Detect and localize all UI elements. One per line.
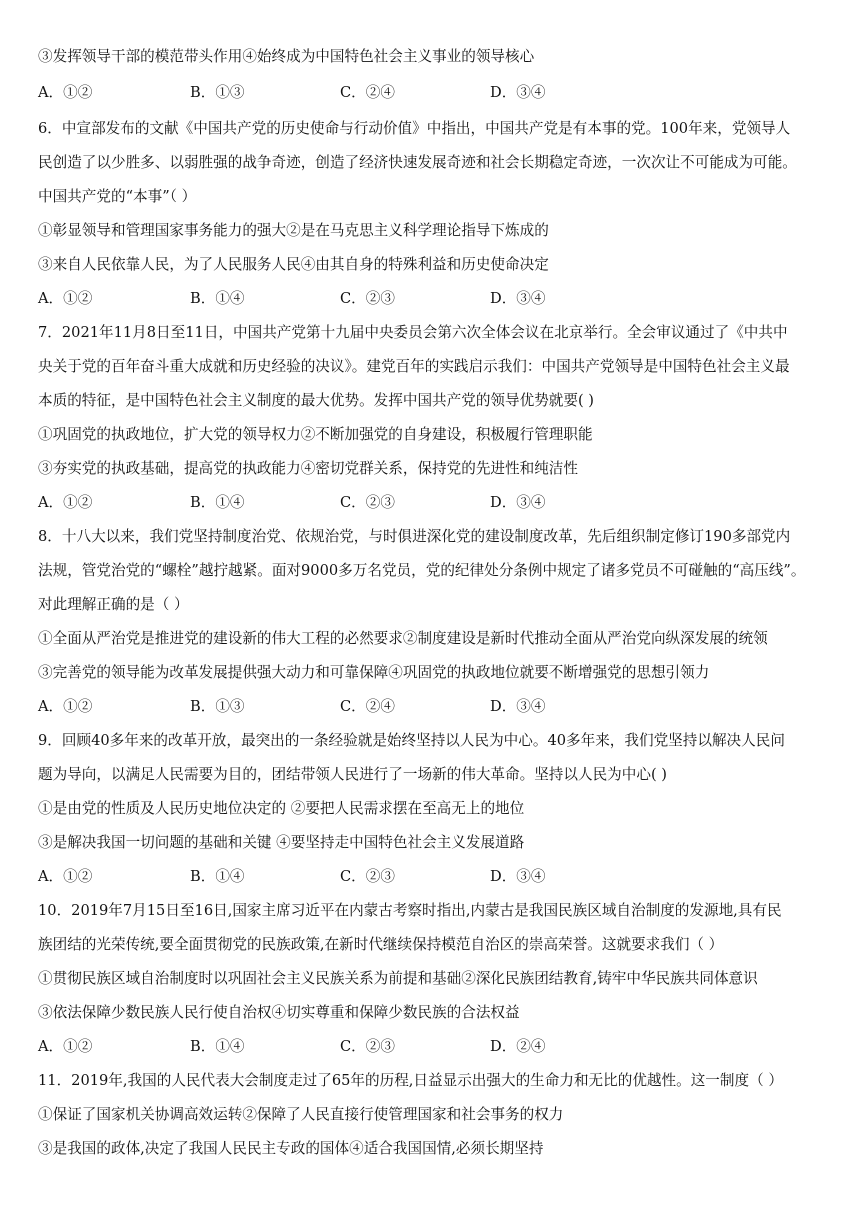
question-9-choice: ③是解决我国一切问题的基础和关键 ④要坚持走中国特色社会主义发展道路 bbox=[38, 834, 525, 851]
question-11-choice: ①保证了国家机关协调高效运转②保障了人民直接行使管理国家和社会事务的权力 bbox=[38, 1106, 564, 1123]
option-d: D．③④ bbox=[490, 290, 546, 307]
option-a: A．①② bbox=[38, 1038, 93, 1055]
option-a: A．①② bbox=[38, 698, 93, 715]
question-6-line: 中国共产党的“本事”（ ） bbox=[38, 188, 197, 205]
option-a: A．①② bbox=[38, 494, 93, 511]
option-d: D．③④ bbox=[490, 698, 546, 715]
option-d: D．③④ bbox=[490, 84, 546, 101]
option-b: B．①④ bbox=[190, 494, 245, 511]
question-7-line: 本质的特征，是中国特色社会主义制度的最大优势。发挥中国共产党的领导优势就要( ) bbox=[38, 392, 594, 409]
option-d: D．③④ bbox=[490, 494, 546, 511]
question-8-line: 法规，管党治党的“螺栓”越拧越紧。面对9000多万名党员，党的纪律处分条例中规定了诸多党员不可碰触的“高压线”。 bbox=[38, 562, 806, 579]
question-6-choice: ①彰显领导和管理国家事务能力的强大②是在马克思主义科学理论指导下炼成的 bbox=[38, 222, 549, 239]
question-7-line: 7．2021年11月8日至11日，中国共产党第十九届中央委员会第六次全体会议在北京举行。全会审议通过了《中共中 bbox=[38, 324, 788, 341]
option-b: B．①③ bbox=[190, 84, 245, 101]
option-b: B．①④ bbox=[190, 868, 245, 885]
option-b: B．①③ bbox=[190, 698, 245, 715]
option-c: C．②③ bbox=[340, 1038, 395, 1055]
question-8-choice: ③完善党的领导能为改革发展提供强大动力和可靠保障④巩固党的执政地位就要不断增强党的思想引领力 bbox=[38, 664, 710, 681]
question-10-choice: ③依法保障少数民族人民行使自治权④切实尊重和保障少数民族的合法权益 bbox=[38, 1004, 520, 1021]
question-9-line: 9．回顾40多年来的改革开放，最突出的一条经验就是始终坚持以人民为中心。40多年来，我们党坚持以解决人民问 bbox=[38, 732, 785, 749]
question-8-choice: ①全面从严治党是推进党的建设新的伟大工程的必然要求②制度建设是新时代推动全面从严治党向纵深发展的统领 bbox=[38, 630, 768, 647]
option-b: B．①④ bbox=[190, 1038, 245, 1055]
question-7-line: 央关于党的百年奋斗重大成就和历史经验的决议》。建党百年的实践启示我们：中国共产党领导是中国特色社会主义最 bbox=[38, 358, 790, 375]
text-line: ③发挥领导干部的模范带头作用④始终成为中国特色社会主义事业的领导核心 bbox=[38, 48, 535, 65]
option-d: D．②④ bbox=[490, 1038, 546, 1055]
question-8-line: 对此理解正确的是（ ） bbox=[38, 596, 189, 613]
question-10-line: 族团结的光荣传统,要全面贯彻党的民族政策,在新时代继续保持模范自治区的崇高荣誉。这就要求我们（ ） bbox=[38, 936, 724, 953]
option-b: B．①④ bbox=[190, 290, 245, 307]
question-8-line: 8．十八大以来，我们党坚持制度治党、依规治党，与时俱进深化党的建设制度改革，先后组织制定修订190多部党内 bbox=[38, 528, 791, 545]
option-a: A．①② bbox=[38, 290, 93, 307]
question-11-line: 11．2019年,我国的人民代表大会制度走过了65年的历程,日益显示出强大的生命力和无比的优越性。这一制度（ ） bbox=[38, 1072, 783, 1089]
option-c: C．②④ bbox=[340, 698, 395, 715]
option-d: D．③④ bbox=[490, 868, 546, 885]
option-c: C．②③ bbox=[340, 868, 395, 885]
question-6-line: 民创造了以少胜多、以弱胜强的战争奇迹，创造了经济快速发展奇迹和社会长期稳定奇迹，一次次让不可能成为可能。 bbox=[38, 154, 797, 171]
question-9-choice: ①是由党的性质及人民历史地位决定的 ②要把人民需求摆在至高无上的地位 bbox=[38, 800, 525, 817]
question-6-line: 6．中宣部发布的文献《中国共产党的历史使命与行动价值》中指出，中国共产党是有本事的党。100年来，党领导人 bbox=[38, 120, 791, 137]
question-10-line: 10．2019年7月15日至16日,国家主席习近平在内蒙古考察时指出,内蒙古是我国民族区域自治制度的发源地,具有民 bbox=[38, 902, 782, 919]
question-7-choice: ①巩固党的执政地位，扩大党的领导权力②不断加强党的自身建设，积极履行管理职能 bbox=[38, 426, 593, 443]
question-9-line: 题为导向，以满足人民需要为目的，团结带领人民进行了一场新的伟大革命。坚持以人民为中心( ) bbox=[38, 766, 667, 783]
question-11-choice: ③是我国的政体,决定了我国人民民主专政的国体④适合我国国情,必须长期坚持 bbox=[38, 1140, 544, 1157]
question-6-choice: ③来自人民依靠人民，为了人民服务人民④由其自身的特殊利益和历史使命决定 bbox=[38, 256, 549, 273]
option-a: A．①② bbox=[38, 868, 93, 885]
question-10-choice: ①贯彻民族区域自治制度时以巩固社会主义民族关系为前提和基础②深化民族团结教育,铸牢中华民族共同体意识 bbox=[38, 970, 758, 987]
option-c: C．②③ bbox=[340, 290, 395, 307]
option-a: A．①② bbox=[38, 84, 93, 101]
question-7-choice: ③夯实党的执政基础，提高党的执政能力④密切党群关系，保持党的先进性和纯洁性 bbox=[38, 460, 578, 477]
option-c: C．②③ bbox=[340, 494, 395, 511]
option-c: C．②④ bbox=[340, 84, 395, 101]
